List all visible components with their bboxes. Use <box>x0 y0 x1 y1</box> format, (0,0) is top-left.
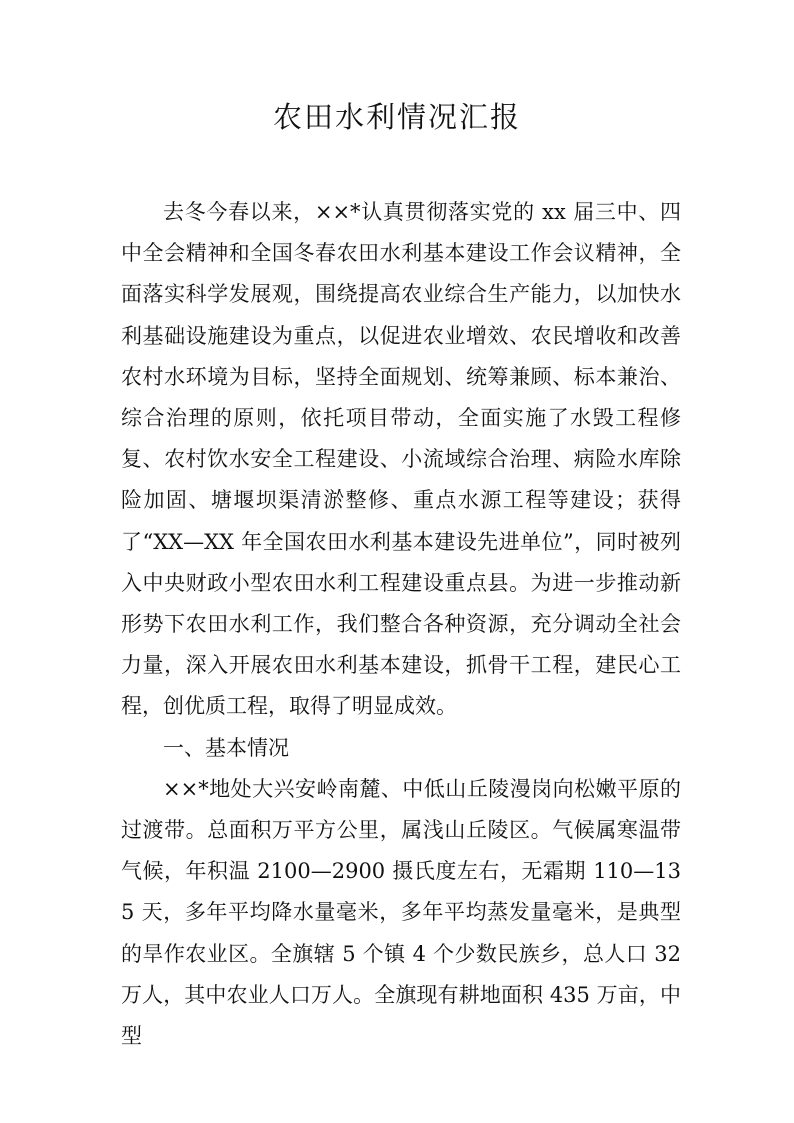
document-body <box>121 192 681 1057</box>
section-heading-basic-situation: 一、基本情况 <box>163 735 289 760</box>
intro-paragraph: 去冬今春以来，××*认真贯彻落实党的 xx 届三中、四中全会精神和全国冬春农田水利基本建设工作会议精神，全面落实科学发展观，围绕提高农业综合生产能力，以加快水利基础设施建设为重点，以促进农业增效、农民增收和改善农村水环境为目标，坚持全面规划、统筹兼顾、标本兼治、综合治理的原则，依托项目带动，全面实施了水毁工程修复、农村饮水安全工程建设、小流域综合治理、病险水库除险加固、塘堰坝渠清淤整修、重点水源工程等建设；获得了“XX—XX 年全国农田水利基本建设先进单位”，同时被列入中央财政小型农田水利工程建设重点县。为进一步推动新形势下农田水利工作，我们整合各种资源，充分调动全社会力量，深入开展农田水利基本建设，抓骨干工程，建民心工程，创优质工程，取得了明显成效。 <box>121 200 681 719</box>
basic-situation-paragraph: ××*地处大兴安岭南麓、中低山丘陵漫岗向松嫩平原的过渡带。总面积万平方公里，属浅山丘陵区。气候属寒温带气候，年积温 2100—2900 摄氏度左右，无霜期 110—135 天，多年平均降水量毫米，多年平均蒸发量毫米，是典型的旱作农业区。全旗辖 5 个镇 4 个少数民族乡，总人口 32 万人，其中农业人口万人。全旗现有耕地面积 435 万亩，中型 <box>121 776 681 1049</box>
document-title: 农田水利情况汇报 <box>272 100 521 134</box>
